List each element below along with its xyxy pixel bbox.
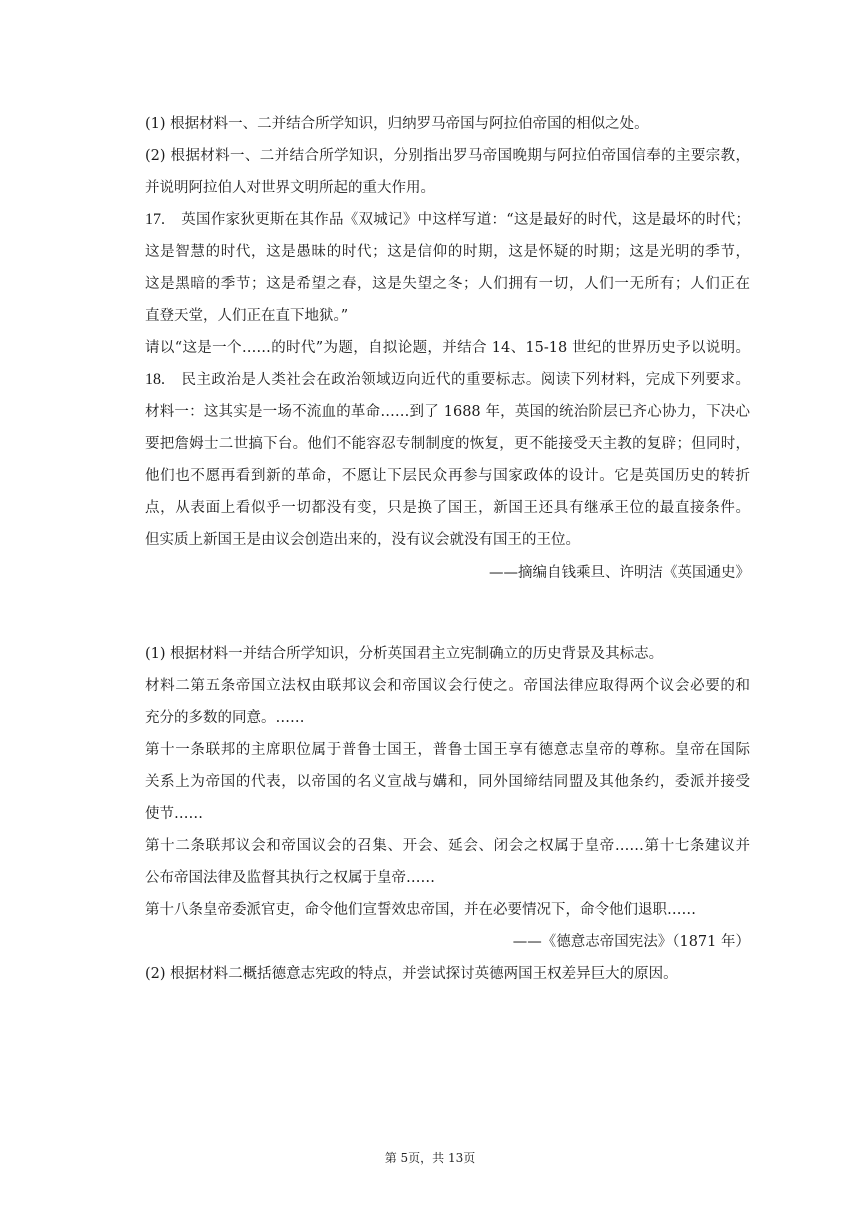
q16-sub1: (1) 根据材料一、二并结合所学知识，归纳罗马帝国与阿拉伯帝国的相似之处。: [145, 116, 649, 132]
q18-sub1: (1) 根据材料一并结合所学知识，分析英国君主立宪制确立的历史背景及其标志。: [145, 646, 664, 662]
material2-source: ——《德意志帝国宪法》（1871 年）: [512, 934, 750, 950]
material2-line7: 公布帝国法律及监督其执行之权属于皇帝……: [145, 870, 435, 886]
q18-sub2: (2) 根据材料二概括德意志宪政的特点，并尝试探讨英德两国王权差异巨大的原因。: [145, 966, 678, 982]
material1-line2: 要把詹姆士二世搞下台。他们不能容忍专制制度的恢复，更不能接受天主教的复辟；但同时，: [145, 436, 750, 452]
material2-line2: 充分的多数的同意。……: [145, 710, 305, 726]
question-number: 18.: [145, 371, 165, 388]
material2-line8: 第十八条皇帝委派官吏，命令他们宣誓效忠帝国，并在必要情况下，命令他们退职……: [145, 902, 696, 918]
page-footer: 第 5页，共 13页: [384, 1151, 476, 1165]
q17-text: 英国作家狄更斯在其作品《双城记》中这样写道：“这是最好的时代，这是最坏的时代；: [181, 212, 750, 228]
material1-line1: 材料一：这其实是一场不流血的革命……到了 1688 年，英国的统治阶层已齐心协力，下决心: [145, 404, 750, 420]
material1-line3: 他们也不愿再看到新的革命，不愿让下层民众再参与国家政体的设计。它是英国历史的转折: [145, 468, 750, 484]
q16-sub2-line2: 并说明阿拉伯人对世界文明所起的重大作用。: [145, 180, 435, 196]
material1-line4: 点，从表面上看似乎一切都没有变，只是换了国王，新国王还具有继承王位的最直接条件。: [145, 500, 750, 516]
q17-line1: [145, 210, 750, 230]
material2-line3: 第十一条联邦的主席职位属于普鲁士国王，普鲁士国王享有德意志皇帝的尊称。皇帝在国际: [145, 742, 750, 758]
material1-line5: 但实质上新国王是由议会创造出来的，没有议会就没有国王的王位。: [145, 532, 580, 548]
material2-line5: 使节……: [145, 806, 203, 822]
q17-line3: 这是黑暗的季节；这是希望之春，这是失望之冬；人们拥有一切，人们一无所有；人们正在: [145, 276, 750, 292]
q17-line2: 这是智慧的时代，这是愚昧的时代；这是信仰的时期，这是怀疑的时期；这是光明的季节，: [145, 244, 750, 260]
q17-prompt: 请以“这是一个……的时代”为题，自拟论题，并结合 14、15-18 世纪的世界历史予以说明。: [145, 340, 750, 356]
material1-source: ——摘编自钱乘旦、许明洁《英国通史》: [489, 565, 750, 581]
material2-line4: 关系上为帝国的代表，以帝国的名义宣战与媾和，同外国缔结同盟及其他条约，委派并接受: [145, 774, 750, 790]
q17-line4: 直登天堂，人们正在直下地狱。”: [145, 308, 349, 324]
q18-line1: [145, 370, 750, 390]
material2-line6: 第十二条联邦议会和帝国议会的召集、开会、延会、闭会之权属于皇帝……第十七条建议并: [145, 838, 750, 854]
q18-text: 民主政治是人类社会在政治领域迈向近代的重要标志。阅读下列材料，完成下列要求。: [181, 372, 750, 388]
material2-line1: 材料二第五条帝国立法权由联邦议会和帝国议会行使之。帝国法律应取得两个议会必要的和: [145, 678, 750, 694]
q16-sub2-line1: (2) 根据材料一、二并结合所学知识，分别指出罗马帝国晚期与阿拉伯帝国信奉的主要宗教，: [145, 148, 750, 164]
question-number: 17.: [145, 211, 165, 228]
